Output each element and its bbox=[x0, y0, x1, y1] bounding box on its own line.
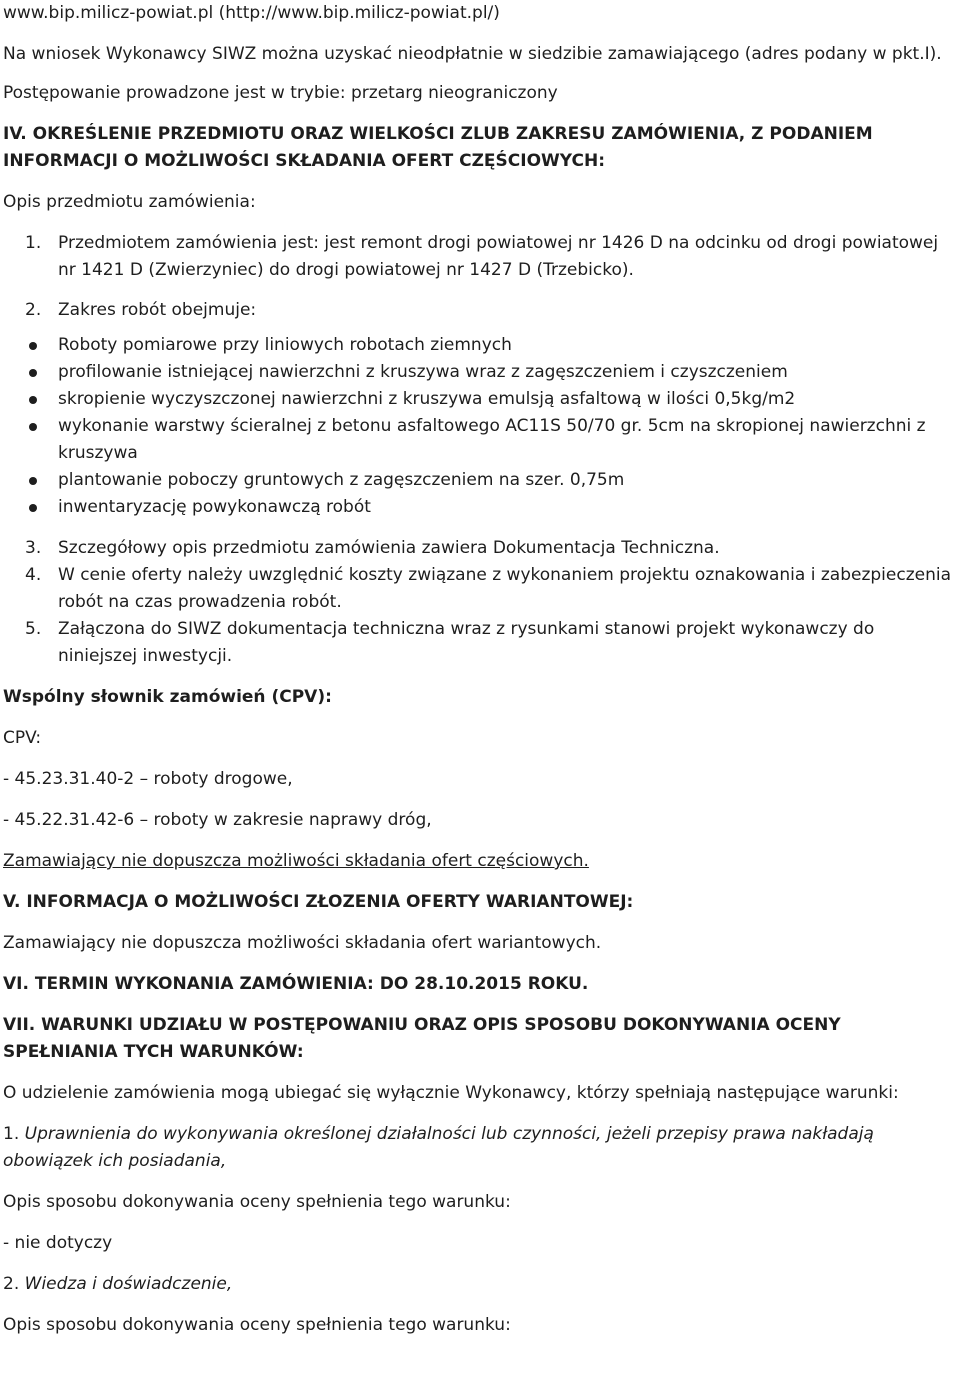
bullet-icon bbox=[29, 423, 37, 431]
condition-number: 1. bbox=[3, 1124, 20, 1144]
cpv-label: CPV: bbox=[3, 728, 42, 748]
works-bullet-item bbox=[3, 467, 958, 494]
bullet-icon bbox=[29, 396, 37, 404]
works-bullet-item bbox=[3, 413, 958, 467]
scope-item-4 bbox=[3, 562, 958, 616]
condition-text: Wiedza i doświadczenie, bbox=[24, 1274, 233, 1294]
scope-item-number: 2. bbox=[25, 300, 42, 320]
scope-item-number: 1. bbox=[25, 233, 42, 253]
works-bullet-text: plantowanie poboczy gruntowych z zagęszczeniem na szer. 0,75m bbox=[58, 470, 625, 490]
scope-item-text: Zakres robót obejmuje: bbox=[58, 300, 257, 320]
cpv-code-2: - 45.22.31.42-6 – roboty w zakresie naprawy dróg, bbox=[3, 810, 432, 830]
document-page bbox=[3, 0, 958, 1339]
condition-1 bbox=[3, 1121, 958, 1175]
partial-offers-note: Zamawiający nie dopuszcza możliwości składania ofert częściowych. bbox=[3, 851, 589, 871]
bullet-icon bbox=[29, 504, 37, 512]
scope-item-1 bbox=[3, 230, 958, 284]
works-bullet-text: skropienie wyczyszczonej nawierzchni z kruszywa emulsją asfaltową w ilości 0,5kg/m2 bbox=[58, 389, 796, 409]
section-6-heading: VI. TERMIN WYKONANIA ZAMÓWIENIA: DO 28.10.2015 ROKU. bbox=[3, 974, 589, 994]
works-bullet-text: wykonanie warstwy ścieralnej z betonu asfaltowego AC11S 50/70 gr. 5cm na skropionej nawierzchni z kruszywa bbox=[58, 416, 926, 463]
works-bullet-item bbox=[3, 359, 958, 386]
scope-item-2 bbox=[3, 297, 958, 521]
works-bullet-text: Roboty pomiarowe przy liniowych robotach ziemnych bbox=[58, 335, 512, 355]
scope-item-5 bbox=[3, 616, 958, 670]
top-link[interactable]: www.bip.milicz-powiat.pl (http://www.bip.milicz-powiat.pl/) bbox=[3, 3, 500, 23]
works-bullet-list bbox=[3, 332, 958, 521]
works-bullet-text: inwentaryzację powykonawczą robót bbox=[58, 497, 371, 517]
bullet-icon bbox=[29, 477, 37, 485]
scope-item-number: 5. bbox=[25, 619, 42, 639]
siwz-note: Na wniosek Wykonawcy SIWZ można uzyskać nieodpłatnie w siedzibie zamawiającego (adres podany w pkt.I). bbox=[3, 44, 942, 64]
scope-item-text: Szczegółowy opis przedmiotu zamówienia zawiera Dokumentacja Techniczna. bbox=[58, 538, 720, 558]
variant-offers-note: Zamawiający nie dopuszcza możliwości składania ofert wariantowych. bbox=[3, 933, 602, 953]
scope-item-number: 3. bbox=[25, 538, 42, 558]
works-bullet-item bbox=[3, 494, 958, 521]
works-bullet-text: profilowanie istniejącej nawierzchni z kruszywa wraz z zagęszczeniem i czyszczeniem bbox=[58, 362, 788, 382]
scope-item-number: 4. bbox=[25, 565, 42, 585]
works-bullet-item bbox=[3, 386, 958, 413]
opis-przedmiotu-label: Opis przedmiotu zamówienia: bbox=[3, 192, 256, 212]
scope-item-3 bbox=[3, 535, 958, 562]
condition-2 bbox=[3, 1271, 958, 1298]
scope-list bbox=[3, 230, 958, 670]
section-4-heading: IV. OKREŚLENIE PRZEDMIOTU ORAZ WIELKOŚCI ZLUB ZAKRESU ZAMÓWIENIA, Z PODANIEM INFORMACJI O MOŻLIWOŚCI SKŁADANIA OFERT CZĘŚCIOWYCH: bbox=[3, 124, 873, 171]
conditions-intro: O udzielenie zamówienia mogą ubiegać się wyłącznie Wykonawcy, którzy spełniają następujące warunki: bbox=[3, 1083, 899, 1103]
condition-text: Uprawnienia do wykonywania określonej działalności lub czynności, jeżeli przepisy prawa nakładają obowiązek ich posiadania, bbox=[3, 1124, 874, 1171]
scope-item-text: Przedmiotem zamówienia jest: jest remont drogi powiatowej nr 1426 D na odcinku od drogi powiatowej nr 1421 D (Zwierzyniec) do drogi powiatowej nr 1427 D (Trzebicko). bbox=[58, 233, 939, 280]
cpv-heading: Wspólny słownik zamówień (CPV): bbox=[3, 687, 332, 707]
scope-item-text: Załączona do SIWZ dokumentacja techniczna wraz z rysunkami stanowi projekt wykonawczy do niniejszej inwestycji. bbox=[58, 619, 875, 666]
section-7-heading: VII. WARUNKI UDZIAŁU W POSTĘPOWANIU ORAZ OPIS SPOSOBU DOKONYWANIA OCENY SPEŁNIANIA TYCH WARUNKÓW: bbox=[3, 1015, 841, 1062]
section-5-heading: V. INFORMACJA O MOŻLIWOŚCI ZŁOZENIA OFERTY WARIANTOWEJ: bbox=[3, 892, 634, 912]
assessment-label-1: Opis sposobu dokonywania oceny spełnienia tego warunku: bbox=[3, 1192, 511, 1212]
condition-number: 2. bbox=[3, 1274, 20, 1294]
cpv-code-1: - 45.23.31.40-2 – roboty drogowe, bbox=[3, 769, 293, 789]
bullet-icon bbox=[29, 342, 37, 350]
bullet-icon bbox=[29, 369, 37, 377]
not-applicable-note: - nie dotyczy bbox=[3, 1233, 113, 1253]
assessment-label-2: Opis sposobu dokonywania oceny spełnienia tego warunku: bbox=[3, 1315, 511, 1335]
scope-item-text: W cenie oferty należy uwzględnić koszty związane z wykonaniem projektu oznakowania i zabezpieczenia robót na czas prowadzenia robót. bbox=[58, 565, 951, 612]
works-bullet-item bbox=[3, 332, 958, 359]
procedure-mode: Postępowanie prowadzone jest w trybie: przetarg nieograniczony bbox=[3, 83, 558, 103]
